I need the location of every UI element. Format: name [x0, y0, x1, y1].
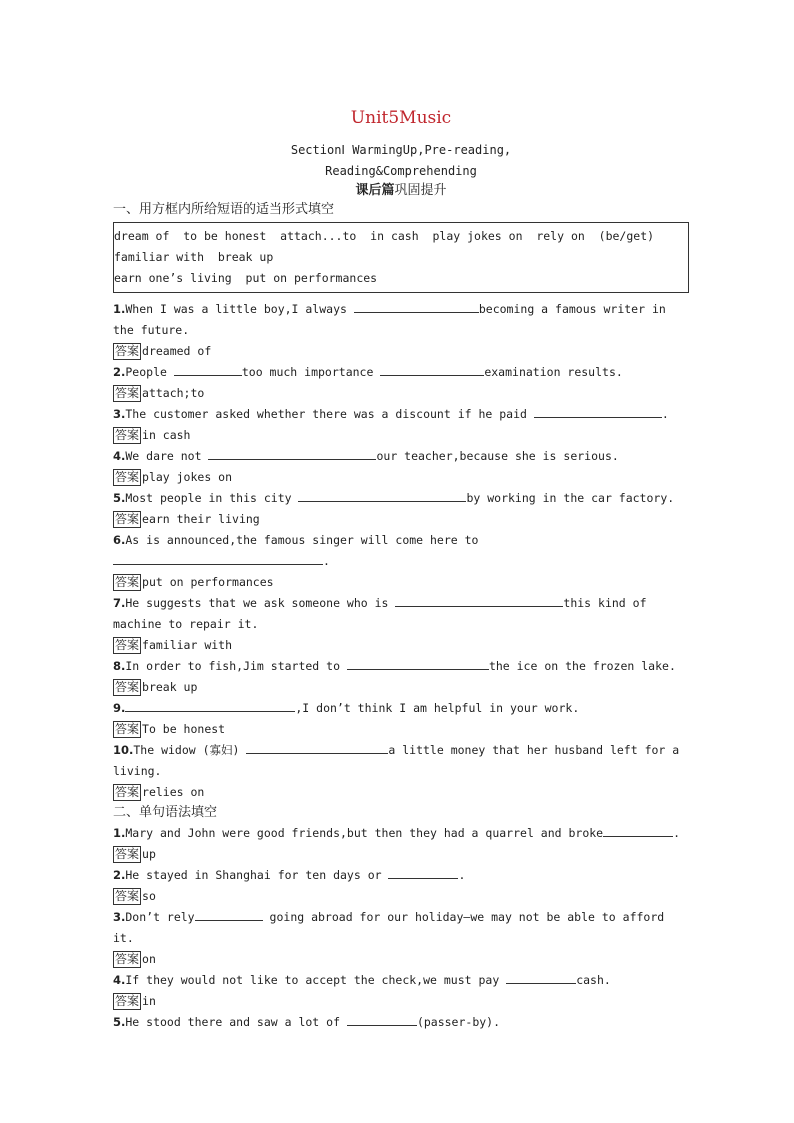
answer-text: in: [142, 994, 156, 1008]
question-number: 3.: [113, 407, 126, 421]
answer-text: earn their living: [142, 512, 260, 526]
question-number: 1.: [113, 302, 126, 316]
question-text: The widow (寡妇): [133, 743, 247, 757]
answer-text: so: [142, 889, 156, 903]
answer-text: familiar with: [142, 638, 233, 652]
answer-tag: 答案: [115, 722, 140, 736]
answer-text: break up: [142, 680, 198, 694]
phrase-box: [113, 222, 689, 293]
section-line-2: Reading&Comprehending: [325, 164, 477, 178]
question-text: People: [125, 365, 174, 379]
question-item: [113, 740, 689, 782]
phrase-box-line: earn one’s living put on performances: [114, 271, 378, 285]
answer-tag: 答案: [115, 847, 140, 861]
question-item: [113, 299, 689, 341]
question-number: 5.: [113, 491, 126, 505]
question-text: If they would not like to accept the check,we must pay: [125, 973, 507, 987]
question-item: [113, 656, 689, 677]
answer-text: relies on: [142, 785, 205, 799]
question-text: our teacher,because she is serious.: [376, 449, 619, 463]
answer-blank[interactable]: [395, 594, 563, 607]
answer-row: [113, 844, 689, 865]
question-item: [113, 446, 689, 467]
question-item: [113, 530, 689, 572]
question-number: 10.: [113, 743, 134, 757]
section-line-1: SectionⅠ WarmingUp,Pre-reading,: [290, 143, 512, 157]
answer-row: [113, 886, 689, 907]
question-text: Most people in this city: [125, 491, 299, 505]
question-text: examination results.: [484, 365, 623, 379]
answer-tag: 答案: [115, 428, 140, 442]
question-number: 4.: [113, 449, 126, 463]
answer-row: [113, 572, 689, 593]
answer-row: [113, 719, 689, 740]
answer-blank[interactable]: [603, 824, 673, 837]
question-number: 8.: [113, 659, 126, 673]
question-text: We dare not: [125, 449, 209, 463]
answer-text: dreamed of: [142, 344, 212, 358]
answer-blank[interactable]: [388, 866, 458, 879]
question-text: He suggests that we ask someone who is: [125, 596, 396, 610]
part2-heading: 二、单句语法填空: [113, 805, 218, 820]
question-item: [113, 907, 689, 949]
question-item: [113, 865, 689, 886]
question-text: As is announced,the famous singer will come here to: [125, 533, 479, 547]
question-text: Mary and John were good friends,but then they had a quarrel and broke: [125, 826, 604, 840]
question-text: .: [661, 407, 669, 421]
question-number: 3.: [113, 910, 126, 924]
answer-blank[interactable]: [506, 971, 576, 984]
question-item: [113, 362, 689, 383]
question-item: [113, 698, 689, 719]
answer-blank[interactable]: [113, 552, 323, 565]
answer-blank[interactable]: [174, 363, 242, 376]
answer-text: on: [142, 952, 156, 966]
question-text: The customer asked whether there was a discount if he paid: [125, 407, 534, 421]
answer-row: [113, 509, 689, 530]
answer-tag: 答案: [115, 785, 140, 799]
answer-text: in cash: [142, 428, 191, 442]
answer-text: up: [142, 847, 156, 861]
subtitle-rest: 巩固提升: [394, 183, 447, 198]
answer-tag: 答案: [115, 344, 140, 358]
question-text: the ice on the frozen lake.: [488, 659, 676, 673]
question-number: 6.: [113, 533, 126, 547]
question-text: Don’t rely: [125, 910, 195, 924]
question-item: [113, 1012, 689, 1033]
answer-text: attach;to: [142, 386, 205, 400]
question-item: [113, 488, 689, 509]
question-item: [113, 593, 689, 635]
question-text: going abroad for our holiday—we may not be able to afford it.: [113, 910, 665, 945]
answer-blank[interactable]: [208, 447, 376, 460]
question-text: ,I don’t think I am helpful in your work.: [295, 701, 580, 715]
answer-tag: 答案: [115, 680, 140, 694]
page-title: Unit5Music: [350, 108, 452, 128]
question-item: [113, 970, 689, 991]
answer-tag: 答案: [115, 470, 140, 484]
question-text: .: [673, 826, 681, 840]
answer-text: To be honest: [142, 722, 226, 736]
question-text: a little money that her husband left for a living.: [113, 743, 680, 778]
answer-tag: 答案: [115, 994, 140, 1008]
question-number: 4.: [113, 973, 126, 987]
question-text: too much importance: [241, 365, 381, 379]
answer-blank[interactable]: [534, 405, 662, 418]
question-text: this kind of machine to repair it.: [113, 596, 647, 631]
question-text: cash.: [576, 973, 611, 987]
answer-blank[interactable]: [347, 657, 489, 670]
part1-heading: 一、用方框内所给短语的适当形式填空: [113, 202, 335, 217]
answer-blank[interactable]: [246, 741, 388, 754]
question-text: (passer-by).: [416, 1015, 501, 1029]
question-text: .: [458, 868, 466, 882]
answer-blank[interactable]: [125, 699, 295, 712]
answer-tag: 答案: [115, 512, 140, 526]
question-text: becoming a famous writer in the future.: [113, 302, 666, 337]
question-number: 2.: [113, 868, 126, 882]
question-number: 1.: [113, 826, 126, 840]
question-text: In order to fish,Jim started to: [125, 659, 347, 673]
answer-row: [113, 677, 689, 698]
answer-text: play jokes on: [142, 470, 233, 484]
answer-blank[interactable]: [298, 489, 466, 502]
answer-text: put on performances: [142, 575, 274, 589]
answer-row: [113, 991, 689, 1012]
subtitle-bold: 课后篇: [355, 183, 395, 198]
question-number: 7.: [113, 596, 126, 610]
part1-questions: [113, 299, 689, 803]
question-number: 5.: [113, 1015, 126, 1029]
question-text: .: [323, 554, 330, 568]
part2-questions: [113, 823, 689, 1033]
answer-row: [113, 383, 689, 404]
answer-tag: 答案: [115, 575, 140, 589]
question-text: When I was a little boy,I always: [125, 302, 354, 316]
answer-blank[interactable]: [195, 908, 263, 921]
answer-row: [113, 425, 689, 446]
answer-tag: 答案: [115, 638, 140, 652]
answer-row: [113, 635, 689, 656]
answer-row: [113, 341, 689, 362]
answer-tag: 答案: [115, 889, 140, 903]
subtitle: [113, 182, 689, 200]
question-text: He stayed in Shanghai for ten days or: [125, 868, 389, 882]
answer-row: [113, 782, 689, 803]
question-number: 9.: [113, 701, 126, 715]
question-text: by working in the car factory.: [466, 491, 675, 505]
answer-blank[interactable]: [354, 300, 479, 313]
question-number: 2.: [113, 365, 126, 379]
question-item: [113, 404, 689, 425]
answer-tag: 答案: [115, 386, 140, 400]
question-item: [113, 823, 689, 844]
answer-tag: 答案: [115, 952, 140, 966]
phrase-box-line: dream of to be honest attach...to in cash play jokes on rely on (be/get): [114, 229, 655, 243]
phrase-box-line: familiar with break up: [114, 250, 274, 264]
answer-row: [113, 467, 689, 488]
worksheet-page: [113, 100, 689, 1033]
question-text: He stood there and saw a lot of: [125, 1015, 347, 1029]
answer-row: [113, 949, 689, 970]
answer-blank[interactable]: [347, 1013, 417, 1026]
answer-blank[interactable]: [380, 363, 484, 376]
